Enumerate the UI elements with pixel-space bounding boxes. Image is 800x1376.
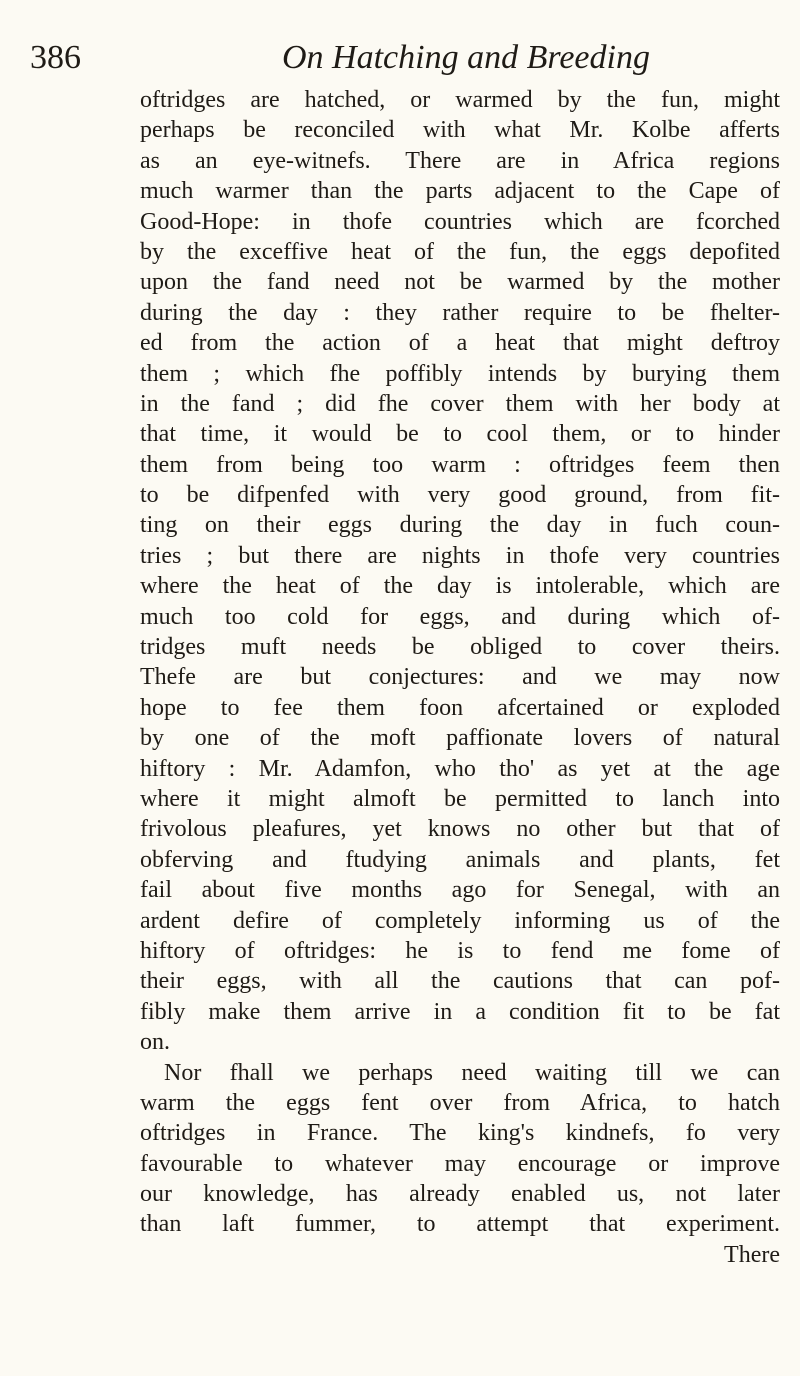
body-text xyxy=(140,85,780,1270)
text-line: Nor fhall we perhaps need waiting till we can xyxy=(164,1059,780,1086)
text-line: as an eye-witnefs. There are in Africa regions xyxy=(140,147,780,174)
text-line: upon the fand need not be warmed by the mother xyxy=(140,269,780,296)
text-line: them from being too warm : oftridges feem then xyxy=(140,451,780,478)
text-line: ting on their eggs during the day in fuch coun- xyxy=(140,512,780,539)
text-line: where the heat of the day is intolerable, which are xyxy=(140,573,780,600)
text-line: ed from the action of a heat that might deftroy xyxy=(140,330,780,357)
text-line: tries ; but there are nights in thofe very countries xyxy=(140,542,780,569)
text-line: obferving and ftudying animals and plants, fet xyxy=(140,846,780,873)
text-line: hiftory of oftridges: he is to fend me fome of xyxy=(140,937,780,964)
text-line: ardent defire of completely informing us of the xyxy=(140,907,780,934)
running-head: On Hatching and Breeding xyxy=(282,39,650,76)
text-line: tridges muft needs be obliged to cover theirs. xyxy=(140,634,780,661)
text-line: hiftory : Mr. Adamfon, who tho' as yet at the age xyxy=(140,755,780,782)
text-line: favourable to whatever may encourage or improve xyxy=(140,1150,780,1177)
catchword: There xyxy=(724,1241,780,1268)
text-line: hope to fee them foon afcertained or exploded xyxy=(140,694,780,721)
text-line: their eggs, with all the cautions that can pof- xyxy=(140,968,780,995)
text-line: Good-Hope: in thofe countries which are fcorched xyxy=(140,208,780,235)
text-line: that time, it would be to cool them, or to hinder xyxy=(140,421,780,448)
text-line: much too cold for eggs, and during which of- xyxy=(140,603,780,630)
text-line: during the day : they rather require to be fhelter- xyxy=(140,299,780,326)
text-line: where it might almoft be permitted to lanch into xyxy=(140,785,780,812)
text-line: frivolous pleafures, yet knows no other but that of xyxy=(140,816,780,843)
text-line: much warmer than the parts adjacent to the Cape of xyxy=(140,178,780,205)
page-number: 386 xyxy=(30,39,81,76)
text-line: than laft fummer, to attempt that experiment. xyxy=(140,1211,780,1238)
text-line: oftridges in France. The king's kindnefs, fo very xyxy=(140,1120,780,1147)
text-line: warm the eggs fent over from Africa, to hatch xyxy=(140,1089,780,1116)
text-line: our knowledge, has already enabled us, not later xyxy=(140,1181,780,1208)
text-line: perhaps be reconciled with what Mr. Kolbe afferts xyxy=(140,117,780,144)
text-line: oftridges are hatched, or warmed by the fun, might xyxy=(140,87,780,113)
text-line: by one of the moft paffionate lovers of natural xyxy=(140,725,780,752)
text-line: to be difpenfed with very good ground, from fit- xyxy=(140,482,780,509)
text-line: them ; which fhe poffibly intends by burying them xyxy=(140,360,780,387)
text-line: in the fand ; did fhe cover them with her body at xyxy=(140,390,780,417)
text-line: by the exceffive heat of the fun, the eggs depofited xyxy=(140,238,780,265)
text-line: fail about five months ago for Senegal, with an xyxy=(140,877,780,904)
text-line: fibly make them arrive in a condition fit to be fat xyxy=(140,998,780,1025)
text-line: Thefe are but conjectures: and we may now xyxy=(140,664,780,691)
text-line: on. xyxy=(140,1029,170,1056)
